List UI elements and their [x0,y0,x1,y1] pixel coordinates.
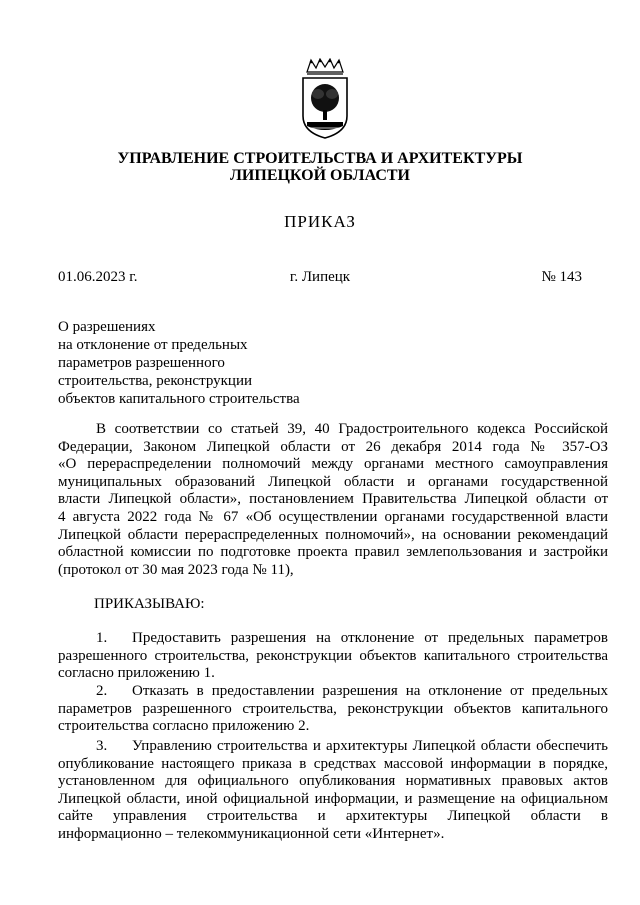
item-line: строительства согласно приложению 2. [58,718,310,735]
item-number: 1. [96,630,108,646]
preamble-line: муниципальных образований Липецкой области и органами государственной [58,473,608,490]
item-number: 3. [96,738,108,754]
preamble-paragraph [58,421,608,579]
order-item-1 [58,630,608,683]
item-line: согласно приложению 1. [58,665,215,682]
document-city: г. Липецк [289,269,351,285]
item-line: установленном для официального опубликования нормативных правовых актов [58,773,608,790]
preamble-line: Липецкой области перераспределенных полномочий», на основании рекомендаций [58,526,608,543]
item-line [58,683,608,701]
subject-line: объектов капитального строительства [58,391,300,407]
document-type: ПРИКАЗ [284,212,356,231]
order-word: ПРИКАЗЫВАЮ: [94,596,205,612]
item-line: опубликование настоящего приказа в средствах массовой информации в порядке, [58,755,608,772]
item-line: Липецкой области, иной официальной информации, и размещение на официальном [58,790,608,807]
subject-line: на отклонение от предельных [58,337,248,353]
preamble-line: (протокол от 30 мая 2023 года № 11), [58,561,294,578]
document-date: 01.06.2023 г. [58,269,138,285]
organization-region: ЛИПЕЦКОЙ ОБЛАСТИ [230,167,410,184]
subject-line: строительства, реконструкции [58,373,252,389]
organization-name: УПРАВЛЕНИЕ СТРОИТЕЛЬСТВА И АРХИТЕКТУРЫ [117,150,523,167]
subject-line: параметров разрешенного [58,355,225,371]
document-subject [58,318,300,408]
preamble-line: 4 августа 2022 года № 67 «Об осуществлении органами государственной власти [58,508,608,525]
item-line: сайте управления строительства и архитектуры Липецкой области в [58,808,608,825]
item-line [58,738,608,756]
preamble-line: областной комиссии по подготовке проекта правил землепользования и застройки [58,544,608,561]
item-text: Предоставить разрешения на отклонение от предельных параметров [132,630,608,646]
preamble-line: Федерации, Законом Липецкой области от 26 декабря 2014 года № 357-ОЗ [58,438,608,455]
document-number: № 143 [541,269,582,285]
coat-of-arms-icon [299,58,351,140]
order-item-3 [58,738,608,844]
item-line [58,630,608,648]
item-line: разрешенного строительства, реконструкции объектов капитального строительства [58,647,608,664]
subject-line: О разрешениях [58,319,156,335]
item-number: 2. [96,683,108,699]
preamble-line: В соответствии со статьей 39, 40 Градостроительного кодекса Российской [96,421,608,437]
preamble-line: власти Липецкой области», постановлением Правительства Липецкой области от [58,491,608,508]
preamble-line: «О перераспределении полномочий между органами местного самоуправления [58,456,608,473]
item-line: информационно – телекоммуникационной сети «Интернет». [58,825,445,842]
order-item-2 [58,683,608,736]
item-line: параметров разрешенного строительства, реконструкции объектов капитального [58,700,608,717]
item-text: Отказать в предоставлении разрешения на отклонение от предельных [132,683,608,699]
item-text: Управлению строительства и архитектуры Липецкой области обеспечить [132,738,608,754]
